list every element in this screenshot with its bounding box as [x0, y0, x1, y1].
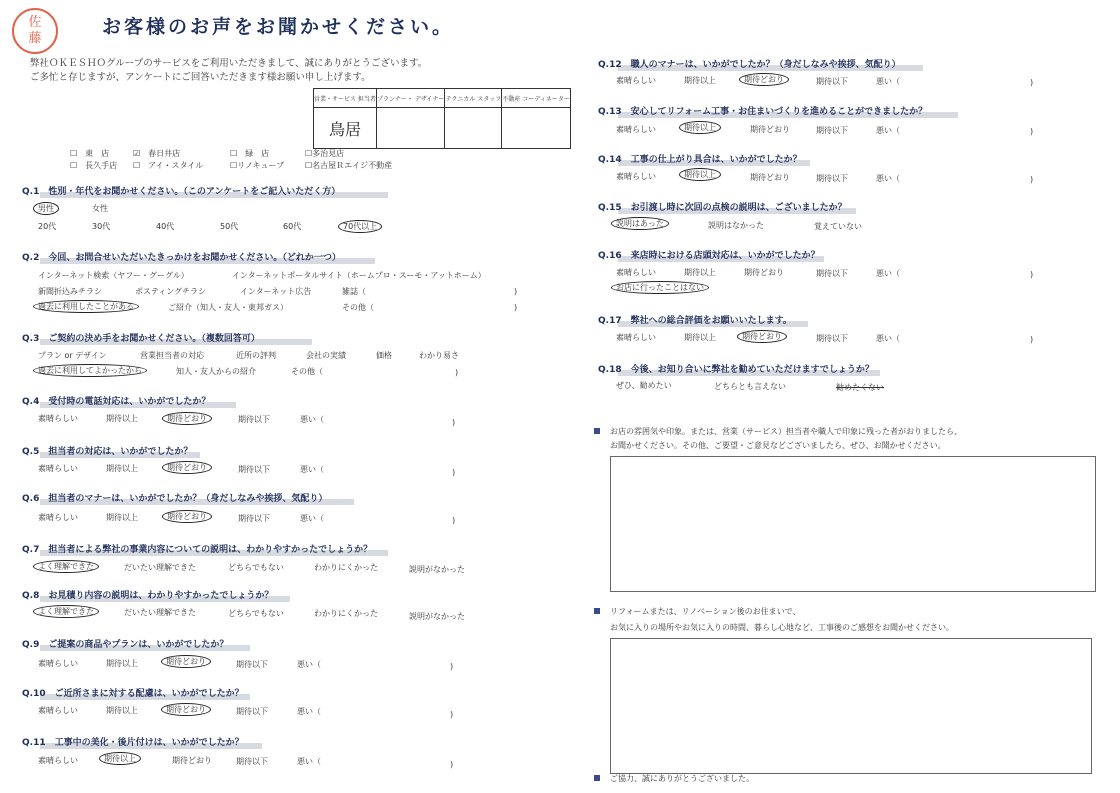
q1-age-30s[interactable]: 30代: [92, 222, 111, 231]
q10-rating-below[interactable]: 期待以下: [236, 707, 268, 716]
comment-box-2[interactable]: [610, 638, 1092, 774]
question-7-label: Q.7 担当者による弊社の事業内容についての説明は、わかりやすかったでしょうか？: [22, 545, 373, 555]
q5-rating-below[interactable]: 期待以下: [238, 465, 270, 474]
q11-rating-above-text: 期待以上: [99, 752, 141, 765]
comment-2-prompt-line-1: [594, 606, 800, 617]
q8-option-well-understood[interactable]: [38, 606, 99, 617]
staff-cell-realestate[interactable]: [502, 108, 570, 149]
q9-bad-close: ): [450, 662, 454, 671]
q6-bad-close: ): [452, 516, 456, 525]
q10-rating-as-expected[interactable]: [166, 704, 211, 715]
intro-line-1: 弊社ＯＫＥＳＨＯグループのサービスをご利用いただきまして、誠にありがとうございます。: [30, 58, 428, 69]
question-14-label: Q.14 工事の仕上がり具合は、いかがでしたか？: [598, 155, 802, 165]
q18-option-not-recommend[interactable]: 勧めたくない: [836, 383, 884, 392]
question-5-label: Q.5 担当者の対応は、いかがでしたか？: [22, 447, 193, 457]
q2-option-past-user[interactable]: [38, 301, 139, 312]
q8-option-none[interactable]: 説明がなかった: [409, 612, 465, 621]
q13-rating-excellent[interactable]: 素晴らしい: [616, 125, 656, 134]
seal-stamp: [12, 8, 58, 54]
store-option-midori[interactable]: ☐ 緑 店: [230, 149, 270, 158]
q16-bad-close: ): [1030, 270, 1034, 279]
q8-option-well-understood-text: よく理解できた: [33, 605, 99, 618]
q3-other-close: ): [455, 368, 459, 377]
q14-rating-excellent[interactable]: 素晴らしい: [616, 172, 656, 181]
q2-option-referral[interactable]: ご紹介（知人・友人・東邦ガス）: [168, 303, 288, 312]
store-label: 緑 店: [245, 149, 270, 158]
q4-rating-below[interactable]: 期待以下: [238, 415, 270, 424]
q3-option-track-record[interactable]: 会社の実績: [306, 351, 346, 360]
question-8-label: Q.8 お見積り内容の説明は、わかりやすかったでしょうか？: [22, 591, 274, 601]
q11-rating-excellent[interactable]: 素晴らしい: [38, 756, 78, 765]
q14-rating-above[interactable]: [684, 169, 721, 180]
q3-option-other[interactable]: その他（: [291, 367, 323, 376]
question-16-label: Q.16 来店時における店頭対応は、いかがでしたか？: [598, 251, 820, 261]
q7-option-unclear[interactable]: わかりにくかった: [314, 563, 378, 572]
staff-header-realestate: 不動産 コーディネーター: [502, 89, 570, 108]
q12-bad-close: ): [1030, 78, 1034, 87]
q14-rating-above-text: 期待以上: [679, 168, 721, 181]
q7-option-neutral[interactable]: どちらでもない: [228, 563, 284, 572]
q6-rating-bad[interactable]: 悪い（: [300, 514, 324, 523]
q15-option-explained-text: 説明はあった: [611, 217, 669, 230]
comment-2-prompt-line-2: お気に入りの場所やお気に入りの時間、暮らし心地など、工事後のご感想をお聞かせください。: [610, 623, 954, 632]
q7-option-well-understood-text: よく理解できた: [33, 560, 99, 573]
q3-option-clarity[interactable]: わかり易さ: [419, 351, 459, 360]
staff-cell-sales[interactable]: [314, 108, 377, 149]
q16-option-never-visited-text: お店に行ったことはない: [611, 281, 709, 294]
store-label: 名古屋Ｒエイジ不動産: [312, 161, 393, 170]
q9-rating-excellent[interactable]: 素晴らしい: [38, 659, 78, 668]
q15-option-explained[interactable]: [616, 218, 669, 229]
q1-age-50s[interactable]: 50代: [220, 222, 239, 231]
stamp-char-1: 佐: [28, 15, 42, 30]
q1-gender-female[interactable]: 女性: [92, 204, 108, 213]
q12-rating-as-expected[interactable]: [744, 74, 789, 85]
q7-option-mostly[interactable]: だいたい理解できた: [124, 563, 196, 572]
q13-rating-below[interactable]: 期待以下: [816, 126, 848, 135]
store-option-nagoya-rage[interactable]: ☐名古屋Ｒエイジ不動産: [305, 161, 393, 170]
q2-other-close: ): [514, 303, 518, 312]
comment-1-prompt-text-1: お店の雰囲気や印象。または、営業（サービス）担当者や職人で印象に残った者がおりましたら、: [610, 427, 962, 436]
comment-box-1[interactable]: [610, 456, 1096, 592]
q16-rating-as-expected[interactable]: 期待どおり: [744, 268, 784, 277]
q9-rating-above[interactable]: 期待以上: [106, 659, 138, 668]
q16-rating-below[interactable]: 期待以下: [816, 269, 848, 278]
q1-gender-male[interactable]: [38, 203, 59, 214]
comment-1-prompt-line-2: お聞かせください。その他、ご要望・ご意見などございましたら、ぜひ、お聞かせください。: [610, 441, 946, 450]
question-9-label: Q.9 ご提案の商品やプランは、いかがでしたか？: [22, 640, 229, 650]
q12-rating-excellent[interactable]: 素晴らしい: [616, 76, 656, 85]
question-13-label: Q.13 安心してリフォーム工事・お住まいづくりを進めることができましたか？: [598, 107, 928, 117]
page-title: お客様のお声をお聞かせください。: [102, 16, 455, 38]
q11-rating-above[interactable]: [104, 753, 141, 764]
q12-rating-bad[interactable]: 悪い（: [876, 77, 900, 86]
q3-option-past-satisfied[interactable]: [38, 365, 147, 376]
q7-option-well-understood[interactable]: [38, 561, 99, 572]
thanks-line: [594, 773, 754, 784]
q9-rating-as-expected-text: 期待どおり: [161, 655, 211, 668]
q12-rating-below[interactable]: 期待以下: [816, 77, 848, 86]
q13-rating-above[interactable]: [684, 122, 721, 133]
q2-option-other[interactable]: その他（: [342, 303, 374, 312]
staff-header-planner: プランナー・ デザイナー: [376, 89, 445, 108]
q8-option-mostly[interactable]: だいたい理解できた: [124, 608, 196, 617]
q11-rating-below[interactable]: 期待以下: [236, 757, 268, 766]
q17-rating-above[interactable]: 期待以上: [684, 333, 716, 342]
q17-rating-bad[interactable]: 悪い（: [876, 334, 900, 343]
question-17-label: Q.17 弊社への総合評価をお願いいたします。: [598, 316, 792, 326]
q15-option-dont-remember[interactable]: 覚えていない: [814, 222, 862, 231]
q5-rating-excellent[interactable]: 素晴らしい: [38, 464, 78, 473]
store-label: 東 店: [85, 149, 110, 158]
q2-option-newspaper-flyer[interactable]: 新聞折込みチラシ: [38, 287, 102, 296]
q8-option-unclear[interactable]: わかりにくかった: [314, 609, 378, 618]
handwritten-staff-name: 鳥居: [328, 119, 361, 139]
q6-rating-as-expected-text: 期待どおり: [162, 510, 212, 523]
store-option-renocube[interactable]: ☐リノキューブ: [230, 161, 285, 170]
question-11-label: Q.11 工事中の美化・後片付けは、いかがでしたか？: [22, 738, 244, 748]
q4-rating-above[interactable]: 期待以上: [106, 414, 138, 423]
q5-rating-bad[interactable]: 悪い（: [300, 465, 324, 474]
q10-rating-excellent[interactable]: 素晴らしい: [38, 706, 78, 715]
q16-option-never-visited[interactable]: [616, 282, 709, 293]
q17-bad-close: ): [1030, 335, 1034, 344]
bullet-square-icon: [594, 775, 600, 781]
staff-header-technical: テクニカル スタッフ: [445, 89, 502, 108]
q17-rating-as-expected-text: 期待どおり: [737, 330, 787, 343]
question-4-label: Q.4 受付時の電話対応は、いかがでしたか？: [22, 397, 211, 407]
q2-option-portal[interactable]: インターネットポータルサイト（ホームプロ・スーモ・アットホーム）: [232, 271, 486, 280]
store-label: 長久手店: [85, 161, 118, 170]
q18-option-neutral[interactable]: どちらとも言えない: [714, 382, 786, 391]
q5-bad-close: ): [452, 468, 456, 477]
store-label: 多治見店: [312, 149, 345, 158]
staff-header-sales: 営業・サービス 担当者: [314, 89, 377, 108]
q2-magazine-close: ): [514, 287, 518, 296]
q1-age-70s-plus[interactable]: [343, 221, 382, 232]
store-option-tajimi[interactable]: ☐多治見店: [305, 149, 345, 158]
comment-1-prompt-line-1: [594, 426, 962, 437]
q3-option-sales-rep[interactable]: 営業担当者の対応: [140, 351, 204, 360]
q6-rating-excellent[interactable]: 素晴らしい: [38, 513, 78, 522]
q17-rating-below[interactable]: 期待以下: [816, 334, 848, 343]
q4-rating-as-expected-text: 期待どおり: [162, 412, 212, 425]
q14-rating-below[interactable]: 期待以下: [816, 174, 848, 183]
q1-gender-male-text: 男性: [33, 202, 59, 215]
question-3-label: Q.3 ご契約の決め手をお聞かせください。（複数回答可）: [22, 334, 260, 344]
q12-rating-above[interactable]: 期待以上: [684, 76, 716, 85]
bullet-square-icon: [594, 608, 600, 614]
q4-rating-excellent[interactable]: 素晴らしい: [38, 414, 78, 423]
q2-option-search[interactable]: インターネット検索（ヤフー・グーグル）: [38, 271, 189, 280]
question-1-label: Q.1 性別・年代をお聞かせください。（このアンケートをご記入いただく方）: [22, 187, 341, 197]
staff-table: [313, 88, 571, 149]
q10-rating-above[interactable]: 期待以上: [106, 706, 138, 715]
q16-rating-bad[interactable]: 悪い（: [876, 269, 900, 278]
q1-age-20s[interactable]: 20代: [38, 222, 57, 231]
question-12-label: Q.12 職人のマナーは、いかがでしたか？（身だしなみや挨拶、気配り）: [598, 60, 901, 70]
q16-rating-excellent[interactable]: 素晴らしい: [616, 268, 656, 277]
question-2-label: Q.2 今回、お問合せいただいたきっかけをお聞かせください。（どれか一つ）: [22, 253, 341, 263]
comment-2-prompt-text-1: リフォームまたは、リノベーション後のお住まいで、: [610, 607, 801, 616]
q12-rating-as-expected-text: 期待どおり: [739, 73, 789, 86]
q11-bad-close: ): [450, 760, 454, 769]
q3-option-referral[interactable]: 知人・友人からの紹介: [176, 367, 256, 376]
q5-rating-as-expected[interactable]: [167, 462, 212, 473]
q18-option-recommend[interactable]: ぜひ、勧めたい: [616, 381, 672, 390]
q6-rating-above[interactable]: 期待以上: [106, 513, 138, 522]
q4-rating-bad[interactable]: 悪い（: [300, 415, 324, 424]
bullet-square-icon: [594, 428, 600, 434]
q9-rating-below[interactable]: 期待以下: [236, 660, 268, 669]
thanks-text: ご協力、誠にありがとうございました。: [610, 774, 754, 783]
store-label: アイ・スタイル: [148, 161, 204, 170]
q5-rating-above[interactable]: 期待以上: [106, 464, 138, 473]
staff-cell-technical[interactable]: [445, 108, 502, 149]
q17-rating-excellent[interactable]: 素晴らしい: [616, 333, 656, 342]
q13-rating-as-expected[interactable]: 期待どおり: [750, 125, 790, 134]
q10-rating-bad[interactable]: 悪い（: [297, 707, 321, 716]
store-option-istyle[interactable]: ☐ アイ・スタイル: [133, 161, 204, 170]
q8-option-neutral[interactable]: どちらでもない: [228, 609, 284, 618]
q6-rating-as-expected[interactable]: [167, 511, 212, 522]
q5-rating-as-expected-text: 期待どおり: [162, 461, 212, 474]
q1-age-40s[interactable]: 40代: [156, 222, 175, 231]
store-label: リノキューブ: [237, 161, 285, 170]
q10-rating-as-expected-text: 期待どおり: [161, 703, 211, 716]
q9-rating-bad[interactable]: 悪い（: [297, 660, 321, 669]
question-15-label: Q.15 お引渡し時に次回の点検の説明は、ございましたか？: [598, 203, 847, 213]
q13-bad-close: ): [1030, 127, 1034, 136]
q1-age-70s-plus-text: 70代以上: [338, 220, 382, 233]
q7-option-none[interactable]: 説明がなかった: [409, 565, 465, 574]
q14-rating-as-expected[interactable]: 期待どおり: [750, 173, 790, 182]
q14-rating-bad[interactable]: 悪い（: [876, 174, 900, 183]
store-option-higashi[interactable]: ☐ 東 店: [70, 149, 110, 158]
q2-option-web-ad[interactable]: インターネット広告: [240, 287, 312, 296]
q11-rating-as-expected[interactable]: 期待どおり: [172, 756, 212, 765]
q11-rating-bad[interactable]: 悪い（: [297, 757, 321, 766]
question-6-label: Q.6 担当者のマナーは、いかがでしたか？（身だしなみや挨拶、気配り）: [22, 494, 328, 504]
q9-rating-as-expected[interactable]: [166, 656, 211, 667]
q10-bad-close: ): [450, 710, 454, 719]
q15-option-not-explained[interactable]: 説明はなかった: [708, 221, 764, 230]
staff-cell-planner[interactable]: [376, 108, 445, 149]
q3-option-plan-design[interactable]: プラン or デザイン: [38, 351, 107, 360]
q2-option-past-user-text: 過去に利用したことがある: [33, 300, 139, 313]
q3-option-price[interactable]: 価格: [376, 351, 392, 360]
q3-option-reputation[interactable]: 近所の評判: [236, 351, 276, 360]
q6-rating-below[interactable]: 期待以下: [238, 514, 270, 523]
q2-option-magazine[interactable]: 雑誌（: [342, 287, 366, 296]
q14-bad-close: ): [1030, 175, 1034, 184]
q2-option-posting-flyer[interactable]: ポスティングチラシ: [135, 287, 207, 296]
question-10-label: Q.10 ご近所さまに対する配慮は、いかがでしたか？: [22, 689, 244, 699]
store-label: 春日井店: [148, 149, 181, 158]
q16-rating-above[interactable]: 期待以上: [684, 268, 716, 277]
store-option-kasugai[interactable]: ☑ 春日井店: [133, 149, 181, 158]
q4-bad-close: ): [452, 418, 456, 427]
stamp-char-2: 藤: [28, 31, 42, 46]
q4-rating-as-expected[interactable]: [167, 413, 212, 424]
question-18-label: Q.18 今後、お知り合いに弊社を勧めていただけますでしょうか？: [598, 365, 874, 375]
q3-option-past-satisfied-text: 過去に利用してよかったから: [33, 364, 147, 377]
q17-rating-as-expected[interactable]: [742, 331, 787, 342]
intro-line-2: ご多忙と存じますが、アンケートにご回答いただきます様お願い申し上げます。: [30, 72, 371, 83]
store-option-nagakute[interactable]: ☐ 長久手店: [70, 161, 118, 170]
q13-rating-bad[interactable]: 悪い（: [876, 126, 900, 135]
q1-age-60s[interactable]: 60代: [283, 222, 302, 231]
q13-rating-above-text: 期待以上: [679, 121, 721, 134]
